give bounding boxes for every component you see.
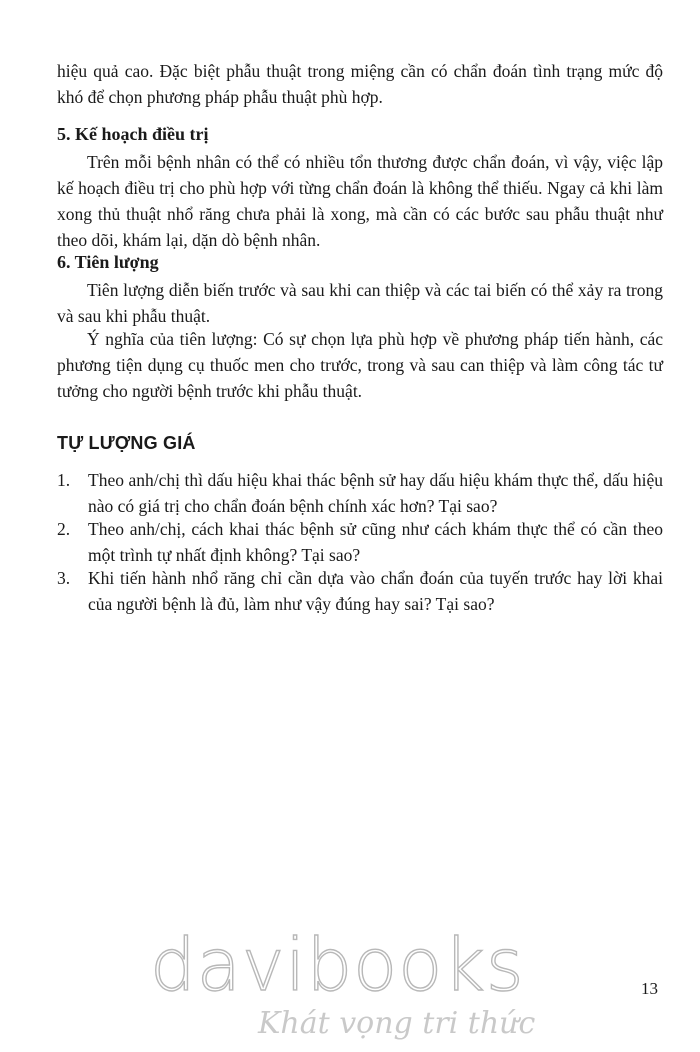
section-heading-treatment-plan: 5. Kế hoạch điều trị [57,124,209,144]
watermark-logo-text: davibooks [150,923,525,1007]
treatment-plan-paragraph: Trên mỗi bệnh nhân có thể có nhiều tổn thương được chẩn đoán, vì vậy, việc lập kế hoạch điều trị cho phù hợp với từng chẩn đoán là không thể thiếu. Ngay cả khi làm xong thủ thuật nhổ răng chưa phải là xong, mà cần có các bước sau phẫu thuật như theo dõi, khám lại, dặn dò bệnh nhân. [57,152,663,250]
prognosis-paragraph-2: Ý nghĩa của tiên lượng: Có sự chọn lựa phù hợp về phương pháp tiến hành, các phương tiện dụng cụ thuốc men cho trước, trong và sau can thiệp và làm công tác tư tưởng cho người bệnh trước khi phẫu thuật. [57,329,663,401]
watermark-slogan: Khát vọng tri thức [258,1006,536,1041]
question-item [57,565,663,617]
self-assessment-title: TỰ LƯỢNG GIÁ [57,433,196,453]
question-text: Theo anh/chị, cách khai thác bệnh sử cũng như cách khám thực thể có cần theo một trình tự nhất định không? Tại sao? [88,519,663,565]
prognosis-paragraph-1: Tiên lượng diễn biến trước và sau khi can thiệp và các tai biến có thể xảy ra trong và sau khi phẫu thuật. [57,280,663,326]
question-number: 1. [57,470,71,490]
davibooks-watermark [150,920,550,1050]
section-heading-prognosis: 6. Tiên lượng [57,252,159,272]
question-item [57,516,663,568]
question-text: Theo anh/chị thì dấu hiệu khai thác bệnh sử hay dấu hiệu khám thực thể, dấu hiệu nào có giá trị cho chẩn đoán bệnh chính xác hơn? Tại sao? [88,470,663,516]
question-number: 3. [57,568,71,588]
page-number: 13 [641,979,658,998]
question-number: 2. [57,519,71,539]
question-item [57,467,663,519]
question-text: Khi tiến hành nhổ răng chỉ cần dựa vào chẩn đoán của tuyến trước hay lời khai của người bệnh là đủ, làm như vậy đúng hay sai? Tại sao? [88,568,663,614]
opening-paragraph: hiệu quả cao. Đặc biệt phẫu thuật trong miệng cần có chẩn đoán tình trạng mức độ khó để chọn phương pháp phẫu thuật phù hợp. [57,61,663,107]
